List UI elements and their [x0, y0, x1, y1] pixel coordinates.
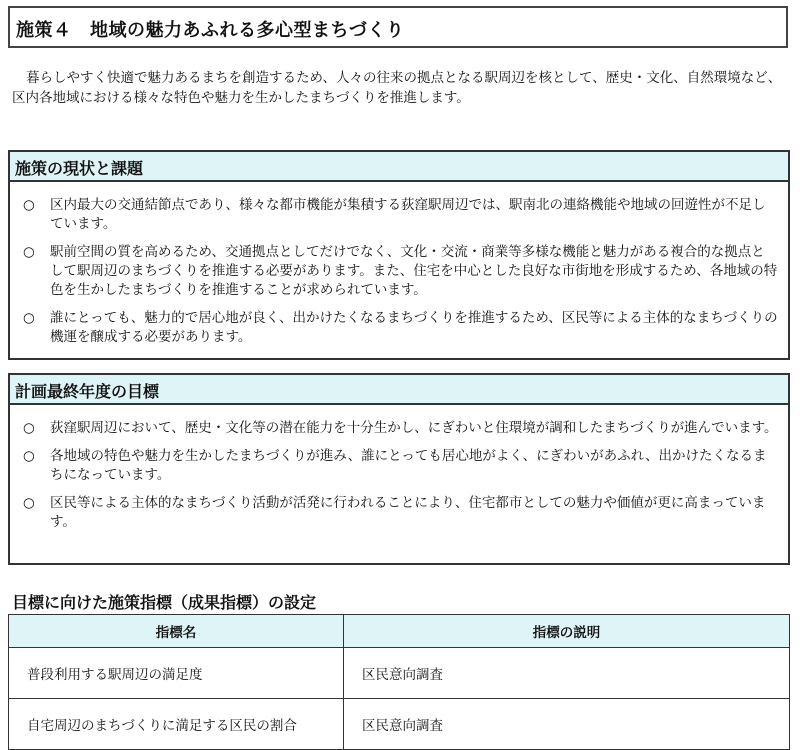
indicator-name-cell: 自宅周辺のまちづくりに満足する区民の割合	[9, 699, 344, 750]
circle-bullet-icon: ○	[23, 420, 35, 436]
table-header-row	[9, 615, 790, 648]
current-issues-header	[10, 152, 788, 182]
goal-item	[10, 447, 788, 485]
issue-text: 誰にとっても、魅力的で居心地が良く、出かけたくなるまちづくりを推進するため、区民等による主体的なまちづくりの機運を醸成する必要があります。	[50, 310, 778, 345]
current-issues-heading: 施策の現状と課題	[15, 159, 144, 178]
issue-text: 駅前空間の質を高めるため、交通拠点としてだけでなく、文化・交流・商業等多様な機能と魅力がある複合的な拠点として駅周辺のまちづくりを推進する必要があります。また、住宅を中心とした良好な市街地を形成するため、各地域の特色を生かしたまちづくりを推進することが求められています。	[50, 244, 778, 298]
goal-text: 荻窪駅周辺において、歴史・文化等の潜在能力を十分生かし、にぎわいと住環境が調和したまちづくりが進んでいます。	[50, 420, 778, 436]
circle-bullet-icon: ○	[23, 244, 35, 260]
goal-item	[10, 419, 788, 438]
goal-text: 各地域の特色や魅力を生かしたまちづくりが進み、誰にとっても居心地がよく、にぎわいがあふれ、出かけたくなるまちになっています。	[50, 448, 767, 483]
indicator-description-cell: 区民意向調査	[344, 699, 790, 750]
circle-bullet-icon: ○	[23, 495, 35, 511]
issue-item	[10, 196, 788, 234]
issue-text: 区内最大の交通結節点であり、様々な都市機能が集積する荻窪駅周辺では、駅南北の連絡機能や地域の回遊性が不足しています。	[50, 197, 766, 232]
circle-bullet-icon: ○	[23, 448, 35, 464]
indicators-table	[8, 614, 790, 750]
issue-item	[10, 243, 788, 300]
policy-title: 施策４ 地域の魅力あふれる多心型まちづくり	[16, 20, 405, 41]
indicator-description-cell: 区民意向調査	[344, 648, 790, 699]
current-issues-section	[8, 150, 790, 360]
intro-paragraph: 暮らしやすく快適で魅力あるまちを創造するため、人々の往来の拠点となる駅周辺を核として、歴史・文化、自然環境など、区内各地域における様々な特色や魅力を生かしたまちづくりを推進します。	[12, 70, 782, 106]
circle-bullet-icon: ○	[23, 310, 35, 326]
column-header-name: 指標名	[9, 615, 344, 648]
goal-text: 区民等による主体的なまちづくり活動が活発に行われることにより、住宅都市としての魅力や価値が更に高まっています。	[50, 495, 766, 530]
table-row	[9, 699, 790, 750]
issue-item	[10, 309, 788, 347]
goal-item	[10, 494, 788, 532]
table-row	[9, 648, 790, 699]
final-goals-section	[8, 373, 790, 565]
final-goals-header	[10, 375, 788, 405]
final-goals-heading: 計画最終年度の目標	[15, 382, 160, 401]
indicators-heading: 目標に向けた施策指標（成果指標）の設定	[12, 593, 317, 612]
column-header-description: 指標の説明	[344, 615, 790, 648]
circle-bullet-icon: ○	[23, 197, 35, 213]
policy-title-box	[8, 6, 788, 48]
indicator-name-cell: 普段利用する駅周辺の満足度	[9, 648, 344, 699]
